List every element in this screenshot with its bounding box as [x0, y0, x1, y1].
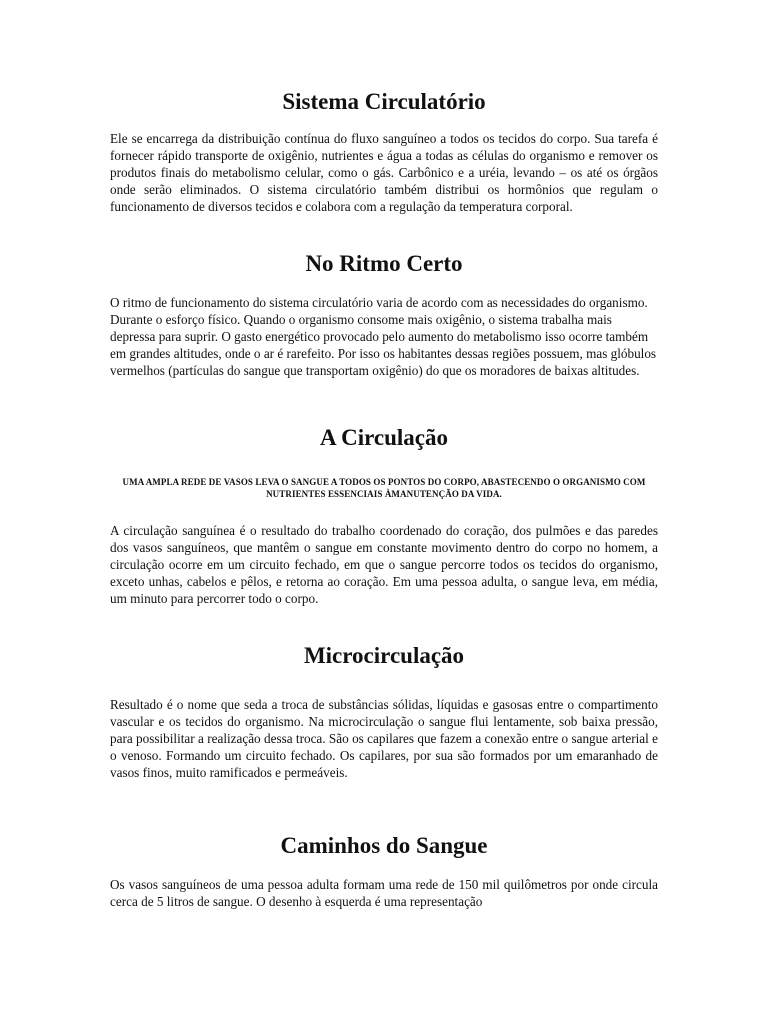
section-paragraph-microcirculacao: Resultado é o nome que seda a troca de substâncias sólidas, líquidas e gasosas entre o compartimento vascular e os tecidos do organismo. Na microcirculação o sangue flui lentamente, sob baixa pressão, para possibilitar a realização dessa troca. São os capilares que fazem a conexão entre o sangue arterial e o venoso. Formando um circuito fechado. Os capilares, por sua são formados por um emaranhado de vasos finos, muito ramificados e permeáveis.	[110, 697, 658, 780]
section-title-a-circulacao: A Circulação	[320, 425, 448, 450]
section-title-microcirculacao: Microcirculação	[303, 643, 465, 668]
section-subtitle-a-circulacao: UMA AMPLA REDE DE VASOS LEVA O SANGUE A TODOS OS PONTOS DO CORPO, ABASTECENDO O ORGANISMO COM NUTRIENTES ESSENCIAIS ÀMANUTENÇÃO DA VIDA.	[122, 477, 646, 499]
section-title-sistema-circulatorio: Sistema Circulatório	[282, 89, 486, 114]
section-paragraph-caminhos-do-sangue: Os vasos sanguíneos de uma pessoa adulta formam uma rede de 150 mil quilômetros por onde circula cerca de 5 litros de sangue. O desenho à esquerda é uma representação	[110, 877, 658, 909]
section-title-no-ritmo-certo: No Ritmo Certo	[305, 251, 463, 276]
section-paragraph-sistema-circulatorio: Ele se encarrega da distribuição contínua do fluxo sanguíneo a todos os tecidos do corpo. Sua tarefa é fornecer rápido transporte de oxigênio, nutrientes e água a todas as células do organismo e remover os produtos finais do metabolismo celular, como o gás. Carbônico e a uréia, levando – os até os órgãos onde serão eliminados. O sistema circulatório também distribui os hormônios que regulam o funcionamento de diversos tecidos e colabora com a regulação da temperatura corporal.	[110, 131, 658, 214]
section-title-caminhos-do-sangue: Caminhos do Sangue	[280, 833, 488, 858]
section-paragraph-no-ritmo-certo: O ritmo de funcionamento do sistema circulatório varia de acordo com as necessidades do organismo. Durante o esforço físico. Quando o organismo consome mais oxigênio, o sistema trabalha mais depressa para suprir. O gasto energético provocado pelo aumento do metabolismo isso ocorre também em grandes altitudes, onde o ar é rarefeito. Por isso os habitantes dessas regiões possuem, mas glóbulos vermelhos (partículas do sangue que transportam oxigênio) do que os moradores de baixas altitudes.	[110, 295, 657, 378]
section-paragraph-a-circulacao: A circulação sanguínea é o resultado do trabalho coordenado do coração, dos pulmões e das paredes dos vasos sanguíneos, que mantêm o sangue em constante movimento dentro do corpo no homem, a circulação ocorre em um circuito fechado, em que o sangue percorre todos os tecidos do organismo, exceto unhas, cabelos e pêlos, e retorna ao coração. Em uma pessoa adulta, o sangue leva, em média, um minuto para percorrer todo o corpo.	[110, 523, 658, 606]
